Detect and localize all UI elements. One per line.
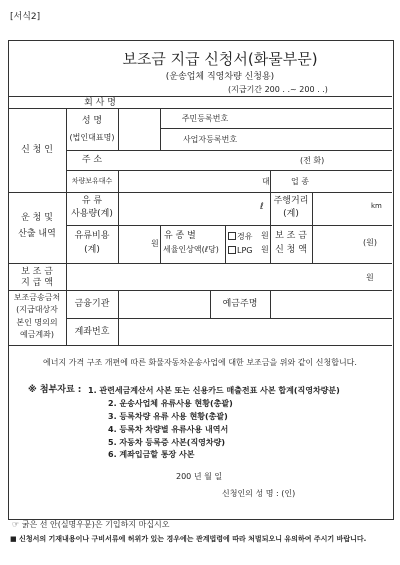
account-number-label: 계좌번호 <box>74 327 110 337</box>
signature-line: 신청인의 성 명 : (인) <box>222 489 296 498</box>
operation-label-line2: 산출 내역 <box>18 229 56 239</box>
account-label-line2: (지급대상자 <box>16 305 58 314</box>
subsidy-pay-label: 보 조 금 <box>21 267 53 277</box>
subsidy-pay-amount-label: 지 급 액 <box>21 278 53 288</box>
attachment-item: 4. 등록차 차량별 유류사용 내역서 <box>108 425 229 434</box>
application-statement: 에너지 가격 구조 개편에 따른 화물자동차운송사업에 대한 보조금을 위와 같이 신청합니다. <box>43 358 357 367</box>
phone-label: (전 화) <box>300 156 325 165</box>
fuel-usage-label: 유 류 <box>81 196 103 206</box>
tax-rate-per-liter-label: 세율인상액(ℓ당) <box>163 245 219 254</box>
attachment-item: 2. 운송사업체 유류사용 현황(총괄) <box>108 399 233 408</box>
resident-number-label: 주민등록번호 <box>181 114 229 123</box>
lpg-won-unit: 원 <box>261 245 269 254</box>
fuel-usage-sum-label: 사용량(계) <box>71 209 113 219</box>
account-label-line4: 예금계좌) <box>19 330 55 339</box>
date-line: 200 년 월 일 <box>176 472 223 481</box>
address-label: 주 소 <box>81 155 103 165</box>
diesel-checkbox[interactable] <box>228 232 236 240</box>
attachment-item: 6. 계좌입금할 통장 사본 <box>108 450 195 459</box>
distance-sum-label: (계) <box>283 209 299 219</box>
distance-label: 주행거리 <box>273 196 309 206</box>
bank-label: 금융기관 <box>74 299 110 309</box>
subsidy-pay-won-unit: 원 <box>366 273 374 282</box>
lpg-label: LPG <box>237 246 253 255</box>
lpg-checkbox[interactable] <box>228 246 236 254</box>
operation-label-line1: 운 청 및 <box>21 213 53 223</box>
lpg-option[interactable] <box>228 246 252 255</box>
company-name-label: 회 사 명 <box>84 98 116 108</box>
account-label-line1: 보조금송금처 <box>13 293 61 302</box>
applicant-label: 신 청 인 <box>21 145 53 155</box>
payment-period: (지급기간 200 . .~ 200 . .) <box>228 85 328 94</box>
diesel-won-unit: 원 <box>261 231 269 240</box>
holder-label: 예금주명 <box>222 299 258 309</box>
footnote: ☞ 굵은 선 안(실명우문)은 기입하지 마십시오 <box>12 520 170 529</box>
attachments-title: ※ 첨부자료 : <box>28 385 82 395</box>
form-subtitle: (운송업체 직영차량 신청용) <box>165 72 275 82</box>
vehicle-count-label: 차량보유대수 <box>71 177 113 185</box>
attachment-item: 1. 관련세금계산서 사본 또는 신용카드 매출전표 사본 합계(직영차량분) <box>88 386 340 395</box>
diesel-label: 경유 <box>237 232 253 241</box>
subsidy-apply-amount-label: 신 청 액 <box>275 245 307 255</box>
name-label: 성 명 <box>81 116 103 126</box>
form-title: 보조금 지급 신청서(화물부문) <box>122 50 318 68</box>
warning-note: ■ 신청서의 기재내용이나 구비서류에 허위가 있는 경우에는 관계법령에 따라 처벌되오니 유의하여 주시기 바랍니다. <box>10 535 367 543</box>
attachment-item: 5. 자동차 등록증 사본(직영차량) <box>108 438 226 447</box>
liter-unit: ℓ <box>260 202 264 212</box>
business-number-label: 사업자등록번호 <box>182 135 238 144</box>
subsidy-apply-label: 보 조 금 <box>275 231 307 241</box>
diesel-option[interactable] <box>228 232 252 241</box>
form-number: [서식2] <box>10 12 41 22</box>
vehicle-unit: 대 <box>262 177 270 186</box>
fuel-cost-sum-label: (계) <box>84 245 100 255</box>
industry-label: 업 종 <box>291 177 309 186</box>
representative-label: (법인대표명) <box>69 133 115 142</box>
fuel-cost-label: 유류비용 <box>74 231 110 241</box>
account-label-line3: 본인 명의의 <box>16 318 58 327</box>
km-unit: km <box>371 202 382 210</box>
fuel-cost-won-unit: 원 <box>151 239 159 248</box>
subsidy-apply-won-unit: (원) <box>363 238 377 247</box>
tax-rate-label: 유 종 별 <box>164 231 196 241</box>
attachment-item: 3. 등록차량 유류 사용 현황(총괄) <box>108 412 228 421</box>
